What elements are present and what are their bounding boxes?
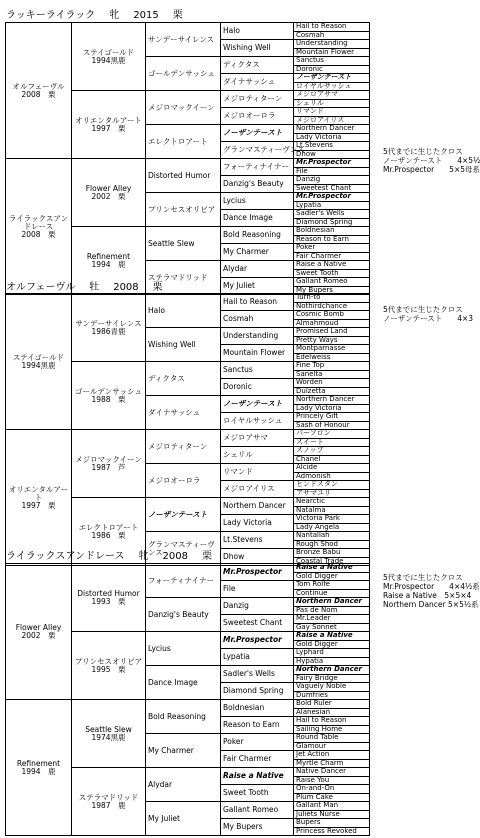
gen4-ancestor: Poker [221, 734, 294, 751]
gen5-ancestor [294, 210, 370, 219]
ancestor-name: Refinement [16, 758, 61, 768]
gen4-ancestor: My Juliet [221, 278, 294, 295]
ancestor-name: Chanel [296, 454, 321, 463]
pedigree-header [6, 278, 177, 293]
ancestor-name: Lypatia [296, 200, 322, 209]
gen5-ancestor [294, 581, 370, 590]
gen5-ancestor [294, 549, 370, 558]
ancestor-name: On-and-On [296, 784, 335, 792]
ancestor-birth-color: 1997 栗 [21, 500, 56, 510]
gen3-ancestor: メジロオーロラ [146, 464, 221, 498]
ancestor-name: Sailing Home [296, 724, 343, 733]
gen2-ancestor [72, 632, 146, 700]
ancestor-name: Distorted Humor [77, 588, 140, 598]
ancestor-name: ステイゴールド [82, 47, 135, 57]
ancestor-name: Mr.Prospector [296, 158, 351, 166]
pedigree-table [5, 563, 370, 836]
gen5-ancestor [294, 683, 370, 692]
gen4-ancestor: My Charmer [221, 244, 294, 261]
gen3-ancestor: メジロマックイーン [146, 91, 221, 125]
gen4-ancestor: ダイナサッシュ [221, 74, 294, 91]
gen3-ancestor: Danzig's Beauty [146, 598, 221, 632]
gen5-ancestor [294, 564, 370, 573]
pedigree-header [6, 547, 226, 562]
ancestor-name: Natalma [296, 505, 326, 514]
ancestor-name: アサマユリ [296, 488, 331, 497]
gen4-ancestor: Dance Image [221, 210, 294, 227]
gen5-ancestor [294, 40, 370, 49]
gen3-ancestor: エレクトロアート [146, 125, 221, 159]
ancestor-name: Sweet Tooth [296, 268, 339, 277]
ancestor-name: Sweetest Chant [296, 183, 352, 192]
ancestor-birth-color: 1997 栗 [91, 123, 126, 133]
gen3-ancestor: ゴールデンサッシュ [146, 57, 221, 91]
header-name: ライラックスアンドレース [6, 551, 125, 562]
ancestor-name: Juliets Nurse [296, 809, 340, 818]
ancestor-name: シェリル [296, 98, 324, 107]
gen4-ancestor: Danzig's Beauty [221, 176, 294, 193]
gen5-ancestor [294, 768, 370, 777]
ancestor-name: Dumfries [296, 690, 328, 699]
pedigree-table [5, 293, 370, 566]
ancestor-name: Sanctus [296, 56, 324, 64]
ancestor-birth-color: 1993 栗 [91, 596, 126, 606]
ancestor-name: ゴールデンサッシュ [75, 386, 142, 396]
header-color: 栗 [201, 551, 212, 562]
ancestor-name: ノーザンテースト [296, 73, 352, 81]
gen4-ancestor: Cosmah [221, 311, 294, 328]
ancestor-name: Coastal Trade [296, 556, 344, 565]
ancestor-name: Victoria Park [296, 514, 340, 522]
ancestor-birth-color: 1988 栗 [91, 394, 126, 404]
ancestor-name: Lt.Stevens [296, 141, 333, 149]
gen2-ancestor [72, 91, 146, 159]
gen5-ancestor [294, 413, 370, 422]
gen4-ancestor: Sadler's Wells [221, 666, 294, 683]
ancestor-name: Poker [296, 243, 316, 251]
ancestor-name: Understanding [296, 39, 348, 47]
gen4-ancestor: Danzig [221, 598, 294, 615]
ancestor-name: Turn-to [296, 293, 321, 301]
gen5-ancestor [294, 227, 370, 236]
ancestor-name: Almahmoud [296, 318, 339, 327]
ancestor-name: Gallant Romeo [296, 277, 348, 285]
gen4-ancestor: ノーザンテースト [221, 396, 294, 413]
header-color: 栗 [172, 10, 183, 21]
gen1-ancestor [6, 23, 72, 159]
gen1-ancestor [6, 430, 72, 566]
gen2-ancestor [72, 768, 146, 836]
gen4-ancestor: ディクタス [221, 57, 294, 74]
ancestor-name: ステラマドリッド [78, 792, 139, 802]
gen4-ancestor: メジロティターン [221, 91, 294, 108]
gen4-ancestor: Diamond Spring [221, 683, 294, 700]
gen2-ancestor [72, 23, 146, 91]
ancestor-birth-color: 1994黒鹿 [21, 360, 56, 370]
gen3-ancestor: My Charmer [146, 734, 221, 768]
gen4-ancestor: Sanctus [221, 362, 294, 379]
pedigree-table [5, 22, 370, 295]
gen4-ancestor: リマンド [221, 464, 294, 481]
gen3-ancestor: Lycius [146, 632, 221, 666]
header-name: ラッキーライラック [6, 10, 96, 21]
gen4-ancestor: Gallant Romeo [221, 802, 294, 819]
ancestor-birth-color: 1995 栗 [91, 664, 126, 674]
gen4-ancestor: Doronic [221, 379, 294, 396]
header-year: 2015 [133, 10, 159, 21]
inbreeding-note-line: 5代までに生じたクロス [383, 305, 463, 314]
ancestor-name: Northern Dancer [296, 124, 355, 132]
ancestor-birth-color: 1986青鹿 [91, 326, 126, 336]
gen5-ancestor [294, 532, 370, 541]
gen1-ancestor [6, 700, 72, 836]
gen4-ancestor: Lycius [221, 193, 294, 210]
gen5-ancestor [294, 328, 370, 337]
ancestor-name: Sash of Honour [296, 420, 350, 429]
gen4-ancestor: メジロアサマ [221, 430, 294, 447]
ancestor-name: プリンセスオリビア [74, 656, 143, 666]
ancestor-name: Reason to Earn [296, 234, 349, 243]
ancestor-name: My Bupers [296, 285, 333, 294]
gen5-ancestor [294, 74, 370, 83]
ancestor-birth-color: 2008 栗 [21, 89, 56, 99]
ancestor-name: Flower Alley [85, 183, 132, 193]
header-sex: 牡 [89, 282, 100, 293]
ancestor-name: Raise a Native [296, 631, 353, 639]
inbreeding-note-line: Northern Dancer 5×5½系 [383, 600, 479, 609]
ancestor-name: Pas de Nom [296, 605, 338, 614]
gen5-ancestor [294, 447, 370, 456]
gen3-ancestor: ステラマドリッド [146, 261, 221, 295]
ancestor-name: スノッブ [296, 446, 324, 454]
ancestor-name: エレクトロアート [78, 522, 139, 532]
gen3-ancestor: Halo [146, 294, 221, 328]
gen4-ancestor: Sweet Tooth [221, 785, 294, 802]
ancestor-birth-color: 2002 栗 [21, 630, 56, 640]
ancestor-name: Raise a Native [296, 260, 347, 268]
gen4-ancestor: File [221, 581, 294, 598]
ancestor-name: Cosmah [296, 30, 325, 39]
ancestor-name: File [296, 166, 308, 175]
ancestor-name: Danzig [296, 175, 321, 183]
gen4-ancestor: ノーザンテースト [221, 125, 294, 142]
ancestor-name: Bold Ruler [296, 699, 332, 707]
gen5-ancestor [294, 193, 370, 202]
gen4-ancestor: メジロアイリス [221, 481, 294, 498]
ancestor-name: Mr.Prospector [296, 192, 351, 200]
gen5-ancestor [294, 598, 370, 607]
ancestor-birth-color: 1987 鹿 [91, 800, 126, 810]
gen4-ancestor: Mr.Prospector [221, 632, 294, 649]
gen5-ancestor [294, 159, 370, 168]
gen3-ancestor: Seattle Slew [146, 227, 221, 261]
ancestor-name: Hypatia [296, 656, 324, 665]
ancestor-name: メジロアイリス [296, 115, 345, 124]
gen5-ancestor [294, 515, 370, 524]
gen3-ancestor: メジロティターン [146, 430, 221, 464]
gen5-ancestor [294, 666, 370, 675]
gen4-ancestor: My Bupers [221, 819, 294, 836]
header-color: 栗 [152, 282, 163, 293]
ancestor-name: Gay Sonnet [296, 622, 337, 631]
ancestor-name: Lyphard [296, 648, 324, 656]
ancestor-name: Edelweiss [296, 352, 331, 361]
ancestor-name: スイート [296, 437, 324, 446]
ancestor-name: Diamond Spring [296, 217, 353, 226]
gen4-ancestor: Boldnesian [221, 700, 294, 717]
inbreeding-note-line: Mr.Prospector 5×5母系 [383, 165, 480, 174]
gen2-ancestor [72, 362, 146, 430]
gen5-ancestor [294, 311, 370, 320]
gen5-ancestor [294, 108, 370, 117]
gen5-ancestor [294, 261, 370, 270]
ancestor-name: Bupers [296, 818, 321, 826]
ancestor-name: Promised Land [296, 327, 348, 335]
gen5-ancestor [294, 379, 370, 388]
ancestor-name: Princess Revoked [296, 826, 357, 835]
inbreeding-note-line: ノーザンテースト 4×5½ [383, 156, 480, 165]
ancestor-name: Refinement [86, 251, 131, 261]
gen5-ancestor [294, 57, 370, 66]
gen5-ancestor [294, 700, 370, 709]
ancestor-name: メジロアサマ [296, 90, 338, 98]
ancestor-name: Myrtle Charm [296, 758, 344, 767]
gen4-ancestor: Northern Dancer [221, 498, 294, 515]
gen4-ancestor: Dhow [221, 549, 294, 566]
gen5-ancestor [294, 345, 370, 354]
ancestor-name: Pretty Ways [296, 335, 338, 344]
inbreeding-note [383, 147, 480, 174]
ancestor-name: リマンド [296, 107, 324, 115]
ancestor-name: ヒンドスタン [296, 480, 338, 488]
ancestor-name: メジロマックイーン [75, 454, 142, 464]
gen5-ancestor [294, 91, 370, 100]
gen3-ancestor: Alydar [146, 768, 221, 802]
gen4-ancestor: Lady Victoria [221, 515, 294, 532]
gen3-ancestor: サンデーサイレンス [146, 23, 221, 57]
ancestor-name: Dhow [296, 149, 316, 158]
ancestor-name: Plum Cake [296, 792, 333, 801]
ancestor-name: Nearctic [296, 497, 325, 505]
gen4-ancestor: Fair Charmer [221, 751, 294, 768]
ancestor-birth-color: 1994 鹿 [21, 766, 56, 776]
gen1-ancestor [6, 159, 72, 295]
gen5-ancestor [294, 785, 370, 794]
ancestor-name: Cosmic Bomb [296, 310, 345, 318]
gen4-ancestor: グランマスティーヴンス [221, 142, 294, 159]
gen5-ancestor [294, 819, 370, 828]
ancestor-birth-color: 1987 芦 [91, 462, 126, 472]
ancestor-name: Boldnesian [296, 226, 335, 234]
gen2-ancestor [72, 564, 146, 632]
ancestor-name: Admonish [296, 471, 331, 480]
ancestor-name: Dulzetta [296, 386, 326, 395]
ancestor-name: Alanesian [296, 707, 331, 716]
ancestor-name: Raise You [296, 775, 330, 784]
ancestor-name: Nantallah [296, 531, 330, 539]
ancestor-name: Sadler's Wells [296, 209, 345, 217]
gen5-ancestor [294, 734, 370, 743]
gen4-ancestor: Mr.Prospector [221, 564, 294, 581]
ancestor-name: オルフェーヴル [12, 81, 65, 91]
gen5-ancestor [294, 176, 370, 185]
gen4-ancestor: Mountain Flower [221, 345, 294, 362]
gen5-ancestor [294, 717, 370, 726]
gen5-ancestor [294, 751, 370, 760]
gen5-ancestor [294, 649, 370, 658]
gen3-ancestor: フォーティナイナー [146, 564, 221, 598]
gen2-ancestor [72, 159, 146, 227]
ancestor-birth-color: 1986 栗 [91, 530, 126, 540]
ancestor-name: Northern Dancer [296, 597, 362, 605]
header-sex: 牝 [109, 10, 120, 21]
ancestor-birth-color: 2002 栗 [91, 191, 126, 201]
gen3-ancestor: Bold Reasoning [146, 700, 221, 734]
gen4-ancestor: Raise a Native [221, 768, 294, 785]
ancestor-name: Alcide [296, 463, 318, 471]
ancestor-name: Flower Alley [15, 622, 62, 632]
ancestor-name: Continue [296, 588, 328, 597]
gen3-ancestor: ダイナサッシュ [146, 396, 221, 430]
ancestor-name: Tom Rolfe [296, 580, 330, 588]
gen5-ancestor [294, 802, 370, 811]
inbreeding-note-line: Mr.Prospector 4×4½系 [383, 582, 480, 591]
gen3-ancestor: Dance Image [146, 666, 221, 700]
gen4-ancestor: Halo [221, 23, 294, 40]
gen5-ancestor [294, 142, 370, 151]
gen5-ancestor [294, 294, 370, 303]
ancestor-name: Lady Angela [296, 522, 340, 531]
ancestor-name: オリエンタルアート [75, 115, 142, 125]
gen3-ancestor: My Juliet [146, 802, 221, 836]
gen5-ancestor [294, 362, 370, 371]
ancestor-name: Montparnasse [296, 344, 346, 352]
ancestor-name: Hail to Reason [296, 22, 347, 30]
ancestor-name: Fair Charmer [296, 251, 342, 260]
gen3-ancestor: Distorted Humor [146, 159, 221, 193]
ancestor-name: Lady Victoria [296, 403, 342, 412]
ancestor-name: ステイゴールド [12, 352, 65, 362]
gen5-ancestor [294, 481, 370, 490]
pedigree-header [6, 6, 197, 21]
inbreeding-note [383, 573, 480, 609]
header-year: 2008 [113, 282, 139, 293]
ancestor-name: サンデーサイレンス [75, 318, 142, 328]
ancestor-name: Sanelta [296, 369, 323, 378]
ancestor-name: ライラックスアンドレース [8, 213, 69, 231]
gen4-ancestor: Bold Reasoning [221, 227, 294, 244]
ancestor-name: Raise a Native [296, 563, 353, 571]
ancestor-name: Fairy Bridge [296, 673, 338, 682]
ancestor-birth-color: 1974黒鹿 [91, 732, 126, 742]
gen4-ancestor: Alydar [221, 261, 294, 278]
gen1-ancestor [6, 294, 72, 430]
ancestor-name: Hail to Reason [296, 716, 347, 724]
gen4-ancestor: Lypatia [221, 649, 294, 666]
gen5-ancestor [294, 125, 370, 134]
gen5-ancestor [294, 396, 370, 405]
ancestor-name: Nothirdchance [296, 301, 348, 310]
inbreeding-note-line: Raise a Native 5×5×4 [383, 591, 472, 600]
header-name: オルフェーヴル [6, 282, 76, 293]
ancestor-name: Northern Dancer [296, 665, 362, 673]
gen2-ancestor [72, 700, 146, 768]
ancestor-name: Lady Victoria [296, 132, 342, 141]
inbreeding-note-line: 5代までに生じたクロス [383, 573, 463, 582]
ancestor-name: ロイヤルサッシュ [296, 81, 352, 90]
gen3-ancestor: プリンセスオリビア [146, 193, 221, 227]
header-sex: 牝 [138, 551, 149, 562]
ancestor-birth-color: 1994 鹿 [91, 259, 126, 269]
ancestor-name: Vaguely Noble [296, 682, 347, 690]
ancestor-name: Native Dancer [296, 767, 347, 775]
ancestor-name: Rough Shod [296, 539, 338, 548]
ancestor-name: Northern Dancer [296, 395, 355, 403]
ancestor-name: Jet Action [296, 750, 330, 758]
ancestor-name: Doronic [296, 64, 323, 73]
gen4-ancestor: Sweetest Chant [221, 615, 294, 632]
gen4-ancestor: Hail to Reason [221, 294, 294, 311]
ancestor-birth-color: 2008 栗 [21, 229, 56, 239]
ancestor-name: Mr.Leader [296, 614, 331, 622]
gen4-ancestor: Wishing Well [221, 40, 294, 57]
inbreeding-note-line: 5代までに生じたクロス [383, 147, 463, 156]
ancestor-name: Bronze Babu [296, 548, 341, 556]
gen5-ancestor [294, 278, 370, 287]
gen4-ancestor: フォーティナイナー [221, 159, 294, 176]
gen4-ancestor: ロイヤルサッシュ [221, 413, 294, 430]
gen5-ancestor [294, 632, 370, 641]
gen4-ancestor: Reason to Earn [221, 717, 294, 734]
gen2-ancestor [72, 294, 146, 362]
ancestor-name: Seattle Slew [85, 724, 132, 734]
gen4-ancestor: Understanding [221, 328, 294, 345]
gen5-ancestor [294, 615, 370, 624]
gen5-ancestor [294, 430, 370, 439]
gen5-ancestor [294, 498, 370, 507]
gen4-ancestor: シェリル [221, 447, 294, 464]
ancestor-name: オリエンタルアート [8, 484, 69, 502]
gen5-ancestor [294, 827, 370, 836]
gen3-ancestor: ディクタス [146, 362, 221, 396]
gen5-ancestor [294, 464, 370, 473]
gen2-ancestor [72, 430, 146, 498]
ancestor-name: Mountain Flower [296, 47, 354, 56]
gen3-ancestor: グランマスティーヴンス [146, 532, 221, 566]
ancestor-name: Princely Gift [296, 412, 339, 420]
ancestor-name: Worden [296, 378, 323, 386]
inbreeding-note-line: ノーザンテースト 4×3 [383, 314, 474, 323]
ancestor-name: Gold Digger [296, 639, 338, 648]
inbreeding-note [383, 305, 473, 323]
gen3-ancestor: ノーザンテースト [146, 498, 221, 532]
ancestor-name: Gallant Man [296, 801, 339, 809]
gen5-ancestor [294, 244, 370, 253]
ancestor-name: Round Table [296, 733, 339, 741]
gen4-ancestor: Lt.Stevens [221, 532, 294, 549]
ancestor-name: Glamour [296, 741, 327, 750]
gen4-ancestor: メジロオーロラ [221, 108, 294, 125]
ancestor-name: Fine Top [296, 361, 325, 369]
gen1-ancestor [6, 564, 72, 700]
gen5-ancestor [294, 23, 370, 32]
ancestor-birth-color: 1994黒鹿 [91, 55, 126, 65]
header-year: 2008 [162, 551, 188, 562]
gen3-ancestor: Wishing Well [146, 328, 221, 362]
ancestor-name: Gold Digger [296, 571, 338, 580]
ancestor-name: パーソロン [296, 429, 331, 437]
